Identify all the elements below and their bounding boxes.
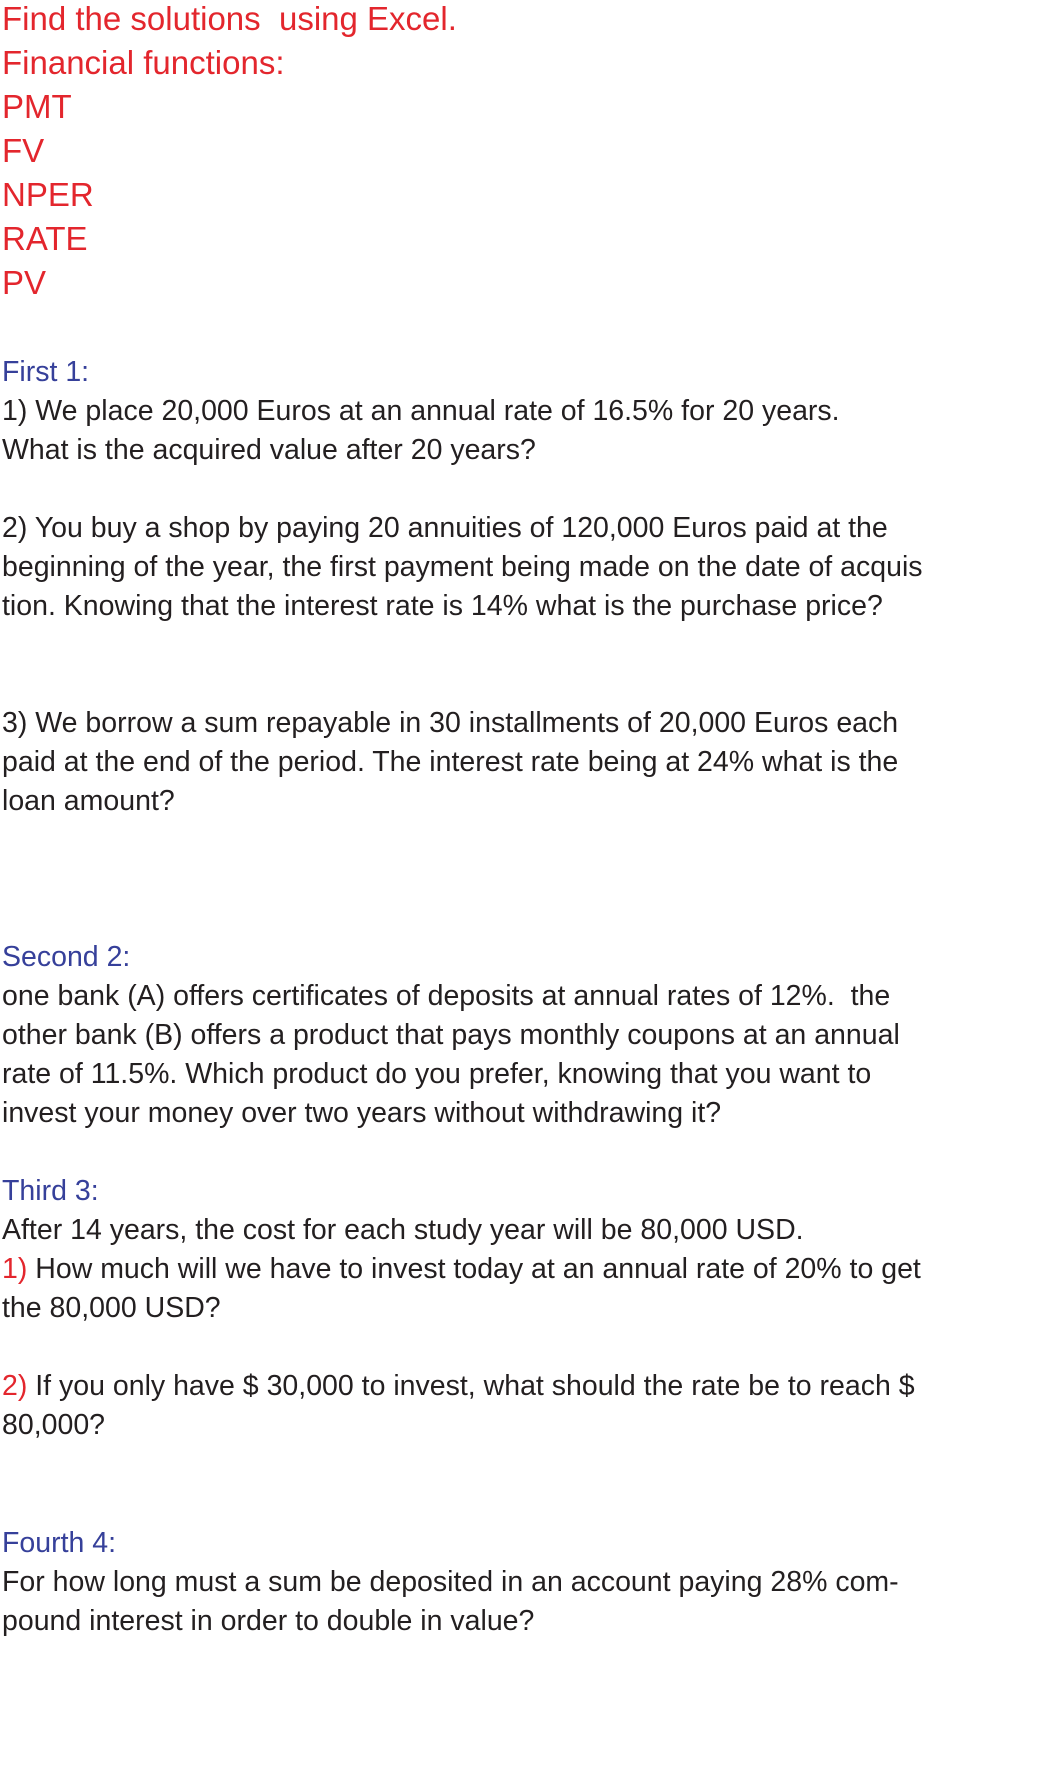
fourth-line-2: pound interest in order to double in value? — [2, 1605, 535, 1637]
section-heading-second: Second 2: — [2, 941, 131, 973]
page-title: Find the solutions using Excel. — [2, 0, 457, 37]
section-heading-fourth: Fourth 4: — [2, 1527, 117, 1559]
third-intro: After 14 years, the cost for each study year will be 80,000 USD. — [2, 1214, 804, 1246]
third-q1-text: How much will we have to invest today at an annual rate of 20% to get — [27, 1253, 921, 1285]
first-q2-line-2: beginning of the year, the first payment being made on the date of acquis — [2, 551, 923, 583]
fourth-line-1: For how long must a sum be deposited in an account paying 28% com- — [2, 1566, 899, 1598]
second-line-1: one bank (A) offers certificates of deposits at annual rates of 12%. the — [2, 980, 891, 1012]
function-pmt: PMT — [2, 88, 72, 125]
section-heading-first: First 1: — [2, 356, 90, 388]
second-line-2: other bank (B) offers a product that pays monthly coupons at an annual — [2, 1019, 900, 1051]
first-q1-line-2: What is the acquired value after 20 years? — [2, 434, 536, 466]
first-q2-line-1: 2) You buy a shop by paying 20 annuities of 120,000 Euros paid at the — [2, 512, 888, 544]
function-nper: NPER — [2, 176, 94, 213]
third-q2-line-1 — [2, 1372, 915, 1401]
function-pv: PV — [2, 264, 47, 301]
first-q3-line-3: loan amount? — [2, 785, 175, 817]
function-rate: RATE — [2, 220, 88, 257]
functions-heading: Financial functions: — [2, 44, 285, 81]
third-q2-text: If you only have $ 30,000 to invest, what should the rate be to reach $ — [27, 1370, 915, 1402]
first-q1-line-1: 1) We place 20,000 Euros at an annual rate of 16.5% for 20 years. — [2, 395, 840, 427]
first-q3-line-2: paid at the end of the period. The interest rate being at 24% what is the — [2, 746, 899, 778]
second-line-3: rate of 11.5%. Which product do you prefer, knowing that you want to — [2, 1058, 872, 1090]
first-q2-line-3: tion. Knowing that the interest rate is 14% what is the purchase price? — [2, 590, 883, 622]
third-q1-line-1 — [2, 1255, 921, 1284]
section-heading-third: Third 3: — [2, 1175, 99, 1207]
third-q1-number: 1) — [2, 1253, 28, 1285]
third-q2-line-2: 80,000? — [2, 1409, 106, 1441]
function-fv: FV — [2, 132, 45, 169]
third-q1-line-2: the 80,000 USD? — [2, 1292, 221, 1324]
first-q3-line-1: 3) We borrow a sum repayable in 30 installments of 20,000 Euros each — [2, 707, 899, 739]
third-q2-number: 2) — [2, 1370, 28, 1402]
second-line-4: invest your money over two years without withdrawing it? — [2, 1097, 722, 1129]
